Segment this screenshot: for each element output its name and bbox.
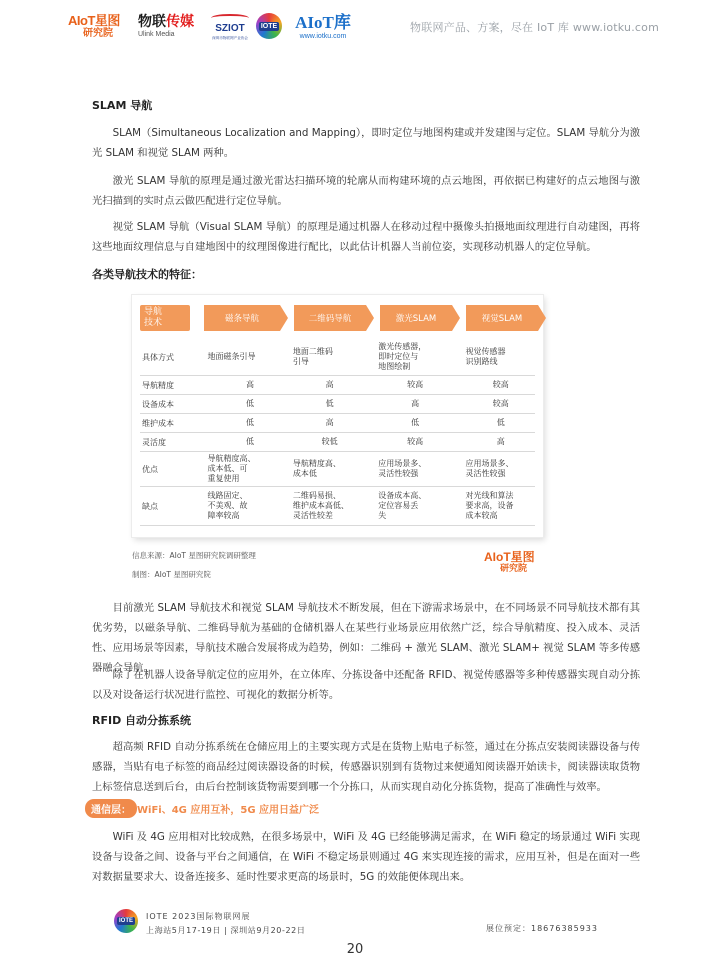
table-row xyxy=(140,339,535,376)
table-cell: 高 xyxy=(325,418,334,427)
table-header-row xyxy=(140,305,538,331)
column-header: 激光SLAM xyxy=(380,305,452,331)
column-header: 视觉SLAM xyxy=(466,305,538,331)
table-cell: 较低 xyxy=(321,437,338,446)
table-cell: 激光传感器， 即时定位与 地图绘制 xyxy=(378,342,427,371)
table-cell: 低 xyxy=(246,418,255,427)
table-cell: 较高 xyxy=(407,437,424,446)
paragraph: 除了在机器人设备导航定位的应用外，在立体库、分拣设备中还配备 RFID、视觉传感器等多种传感器实现自动分拣以及对设备运行状况进行监控、可视化的数据分析等。 xyxy=(92,669,640,701)
row-label: 具体方式 xyxy=(142,352,174,362)
paragraph: 目前激光 SLAM 导航技术和视觉 SLAM 导航技术不断发展，但在下游需求场景中，在不同场景不同导航技术都有其优劣势，以磁条导航、二维码导航为基础的仓储机器人在某些行业场景应用依然广泛，综合导航精度、投入成本、灵活性、应用场景等因素，导航技术融合发展将成为趋势，例如：二维码 + 激光 SLAM、激光 SLAM+ 视觉 SLAM 等多传感器融合导航。 xyxy=(92,602,640,674)
table-cell: 导航精度高、 成本低、可 重复使用 xyxy=(207,454,256,483)
row-label: 优点 xyxy=(142,464,158,474)
navigation-comparison-table xyxy=(132,295,543,537)
ulink-media-logo: 物联传媒 Ulink Media xyxy=(138,14,194,38)
table-cell: 高 xyxy=(411,399,420,408)
row-label: 维护成本 xyxy=(142,418,174,428)
table-row xyxy=(140,395,535,414)
table-cell: 应用场景多、 灵活性较强 xyxy=(378,459,427,478)
table-cell: 线路固定、 不美观、故 障率较高 xyxy=(207,491,248,520)
paragraph: SLAM（Simultaneous Localization and Mapping），即时定位与地图构建或并发建图与定位。SLAM 导航分为激光 SLAM 和视觉 SLAM 两种。 xyxy=(92,127,640,159)
table-row xyxy=(140,452,535,487)
table-credit-note: 制图：AIoT 星图研究院 xyxy=(132,570,211,579)
table-cell: 对光线和算法 要求高，设备 成本较高 xyxy=(465,491,514,520)
footer-expo-dates: 上海站5月17-19日 | 深圳站9月20-22日 xyxy=(146,926,306,935)
table-cell: 低 xyxy=(411,418,420,427)
row-label: 导航精度 xyxy=(142,380,174,390)
callout-tag: 通信层： xyxy=(85,799,137,818)
paragraph: 视觉 SLAM 导航（Visual SLAM 导航）的原理是通过机器人在移动过程中摄像头拍摄地面纹理进行自动建图，再将这些地面纹理信息与自建地图中的纹理图像进行配比，以此估计机器人当前位姿，实现移动机器人的定位导航。 xyxy=(92,221,640,253)
table-cell: 低 xyxy=(325,399,334,408)
features-title: 各类导航技术的特征： xyxy=(92,268,202,281)
footer-expo-title: IOTE 2023国际物联网展 xyxy=(146,912,251,921)
table-cell: 高 xyxy=(325,380,334,389)
callout-text: WiFi、4G 应用互补，5G 应用日益广泛 xyxy=(137,804,320,816)
table-cell: 二维码易损、 维护成本高低、 灵活性较差 xyxy=(292,491,349,520)
table-cell: 地面二维码 引导 xyxy=(292,347,333,366)
table-cell: 导航精度高、 成本低 xyxy=(292,459,341,478)
sziot-logo: SZIOT 深圳市物联网产业协会 xyxy=(208,12,252,42)
table-cell: 地面磁条引导 xyxy=(207,352,256,361)
table-row xyxy=(140,414,535,433)
table-source-note: 信息来源：AIoT 星图研究院调研整理 xyxy=(132,551,256,560)
table-cell: 视觉传感器 识别路线 xyxy=(465,347,506,366)
table-row xyxy=(140,433,535,452)
paragraph: 超高频 RFID 自动分拣系统在仓储应用上的主要实现方式是在货物上贴电子标签，通过在分拣点安装阅读器设备与传感器，当贴有电子标签的商品经过阅读器设备的时候，传感器识别到有货物过来便通知阅读器开始读卡，阅读器读取货物上标签信息送到后台，由后台控制该货物需要到哪一个分拣口，从而实现自动化分拣货物，提高了准确性与效率。 xyxy=(92,741,640,793)
page-header xyxy=(0,0,710,52)
aiot-research-logo: AIoT星图 研究院 xyxy=(68,13,120,39)
table-cell: 较高 xyxy=(492,399,509,408)
header-tagline: 物联网产品、方案，尽在 IoT 库 www.iotku.com xyxy=(410,21,659,34)
table-cell: 低 xyxy=(246,437,255,446)
table-row xyxy=(140,376,535,395)
table-row xyxy=(140,487,535,526)
paragraph: WiFi 及 4G 应用相对比较成熟，在很多场景中，WiFi 及 4G 已经能够满足需求，在 WiFi 稳定的场景通过 WiFi 实现设备与设备之间、设备与平台之间通信，在 WiFi 不稳定场景则通过 4G 来实现连接的需求，应用互补，但是在面对一些对数据量要求大、设备连接多、延时性要求更高的场景时，5G 的效能便体现出来。 xyxy=(92,831,640,883)
column-header: 二维码导航 xyxy=(294,305,366,331)
page-number: 20 xyxy=(346,942,364,957)
aiotku-logo: AIoT库 www.iotku.com xyxy=(295,12,351,40)
footer-booking: 展位预定：18676385933 xyxy=(486,924,598,933)
paragraph: 激光 SLAM 导航的原理是通过激光雷达扫描环境的轮廓从而构建环境的点云地图，再依据已构建好的点云地图与激光扫描到的实时点云做匹配进行定位导航。 xyxy=(92,175,640,207)
table-cell: 高 xyxy=(246,380,255,389)
table-cell: 较高 xyxy=(407,380,424,389)
communication-layer-callout xyxy=(85,799,319,817)
table-cell: 低 xyxy=(496,418,505,427)
table-cell: 应用场景多、 灵活性较强 xyxy=(465,459,514,478)
column-header: 磁条导航 xyxy=(204,305,280,331)
table-cell: 设备成本高、 定位容易丢 失 xyxy=(378,491,427,520)
iote-footer-logo: IOTE xyxy=(114,909,138,933)
table-cell: 高 xyxy=(496,437,505,446)
table-cell: 低 xyxy=(246,399,255,408)
aiot-research-watermark-logo: AIoT星图 研究院 xyxy=(484,550,535,574)
row-label: 灵活度 xyxy=(142,437,166,447)
row-label: 缺点 xyxy=(142,501,158,511)
row-label: 设备成本 xyxy=(142,399,174,409)
slam-section-title: SLAM 导航 xyxy=(92,99,153,112)
table-corner-cell: 导航 技术 xyxy=(140,305,190,331)
iote-logo: IOTE xyxy=(256,13,282,39)
table-cell: 较高 xyxy=(492,380,509,389)
rfid-section-title: RFID 自动分拣系统 xyxy=(92,714,192,727)
